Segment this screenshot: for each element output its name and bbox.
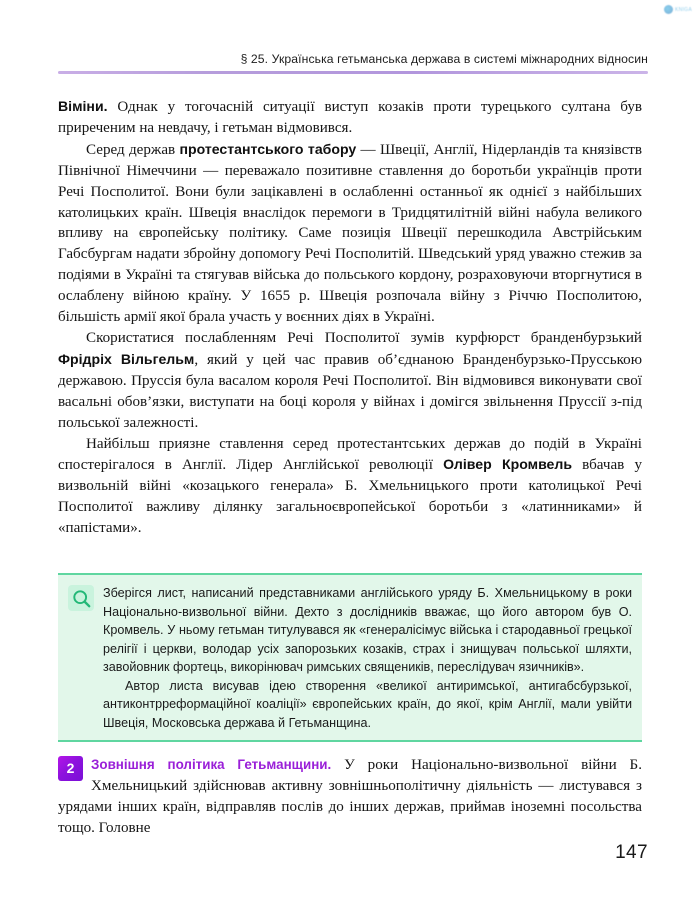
paragraph-3-text-before: Скористатися послабленням Речі Посполитої зумів курфюрст бранденбурзький	[86, 329, 642, 346]
running-head-text: § 25. Українська гетьманська держава в системі міжнародних відносин	[240, 52, 648, 66]
source-paragraph-2: Автор листа висував ідею створення «великої антиримської, антигабсбурзької, антиконтрреформаційної коаліції» європейських країн, до якої, крім Англії, мали увійти Швеція, Московська держава й Гетьманщина.	[103, 678, 632, 730]
paragraph-4-emphasis: Олівер Кромвель	[443, 456, 572, 473]
header-divider	[58, 71, 648, 74]
paragraph-3	[58, 328, 642, 434]
source-paragraph-1: Зберігся лист, написаний представниками англійського уряду Б. Хмельницькому в роки Національно-визвольної війни. Дехто з дослідників вважає, що його автором був О. Кромвель. У ньому гетьман титулувався як «генералісімус війська і стародавньої грецької релігії і церкви, володар усіх запорозьких козаків, страх і знищувач польської шляхти, завойовник фортець, викорінювач римських священиків, переслідувач язичників».	[103, 586, 632, 674]
main-text-column	[58, 96, 642, 539]
paragraph-3-emphasis: Фрідріх Вільгельм	[58, 350, 195, 367]
running-head-block	[58, 52, 648, 74]
publisher-logo-text: KNIGA	[674, 6, 692, 13]
page-number: 147	[615, 842, 648, 863]
section-2-paragraph	[58, 755, 642, 839]
paragraph-4-text-before: Найбільш приязне ставлення серед протестантських держав до подій в Україні спостерігалося в Англії. Лідер Англійської революції	[58, 435, 642, 474]
paragraph-2-text-after: — Швеції, Англії, Нідерландів та князівств Північної Німеччини — переважало позитивне ставлення до боротьби українців проти Речі Посполитої. Вони були зацікавлені в ослабленні останньої як однієї з найбільших католицьких країн. Швеція внаслідок перемоги в Тридцятилітній війні набула великого впливу на європейську політику. Саме позиція Швеції перешкодила Австрійським Габсбургам надати збройну допомогу Речі Посполитій. Шведський уряд уважно стежив за подіями в Україні та стягував війська до польського кордону, розраховуючи вторгнутися в ослаблену війною країну. У 1655 р. Швеція розпочала війну з Річчю Посполитою, більшість армії якої брала участь у воєнних діях в Україні.	[58, 141, 643, 326]
source-callout-body	[103, 584, 632, 732]
magnifier-icon	[68, 585, 94, 611]
paragraph-2-text-before: Серед держав	[86, 141, 180, 158]
publisher-logo-icon	[664, 5, 673, 14]
paragraph-2-emphasis: протестантського табору	[179, 140, 357, 157]
section-2-title: Зовнішня політика Гетьманщини.	[91, 757, 332, 772]
paragraph-2	[58, 139, 642, 328]
section-number-badge: 2	[58, 756, 83, 781]
publisher-watermark	[664, 5, 692, 14]
source-document-callout	[58, 573, 642, 742]
paragraph-3-text-after: , який у цей час правив об’єднаною Бранденбурзько-Прусською державою. Пруссія була васалом короля Речі Посполитої. Він відмовився виконувати свої васальні обов’язки, виступати на боці короля у війнах і домігся звільнення Пруссії з-під польської залежності.	[58, 351, 642, 431]
paragraph-1-text: Однак у тогочасній ситуації виступ козаків проти турецького султана був приреченим на невдачу, і гетьман відмовився.	[58, 99, 642, 136]
paragraph-4-text-after: вбачав у визвольній війні «козацького генерала» Б. Хмельницького проти католицької Речі Посполитої важливу ділянку загальноєвропейської боротьби з «латинниками» й «папістами».	[58, 457, 642, 537]
section-2-block	[58, 755, 642, 839]
paragraph-4	[58, 434, 642, 540]
paragraph-1-lead-in: Віміни.	[58, 98, 108, 114]
paragraph-1	[58, 96, 642, 139]
section-2-text: У роки Національно-визвольної війни Б. Хмельницький здійснював активну зовнішньополітичну діяльність — листувався з урядами інших країн, відправляв послів до інших держав, приймав іноземні посольства тощо. Головне	[58, 757, 642, 836]
